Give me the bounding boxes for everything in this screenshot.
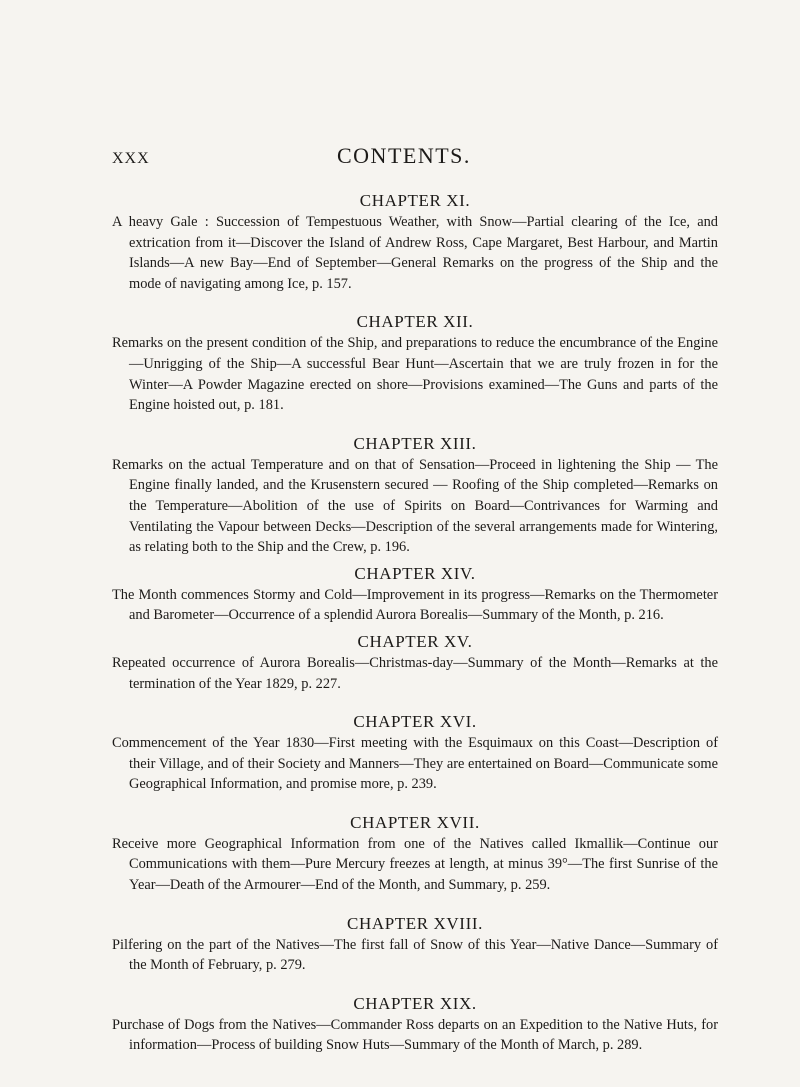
chapter-summary: Pilfering on the part of the Natives—The first fall of Snow of this Year—Native Dance—Summary of the Month of February, p. 279.	[112, 936, 718, 974]
page-number: XXX	[112, 150, 150, 167]
chapter-entry-12	[112, 312, 718, 415]
chapter-heading: CHAPTER XVIII.	[347, 913, 483, 933]
running-head	[112, 143, 712, 173]
chapter-summary: Purchase of Dogs from the Natives—Commander Ross departs on an Expedition to the Native Huts, for information—Process of building Snow Huts—Summary of the Month of March, p. 289.	[112, 1016, 718, 1054]
chapter-heading: CHAPTER XIV.	[354, 563, 476, 583]
chapter-entry-16	[112, 712, 718, 795]
chapter-entry-18	[112, 914, 718, 976]
chapter-heading: CHAPTER XVI.	[353, 712, 477, 732]
chapter-summary: The Month commences Stormy and Cold—Improvement in its progress—Remarks on the Thermometer and Barometer—Occurrence of a splendid Aurora Borealis—Summary of the Month, p. 216.	[112, 586, 718, 624]
chapter-summary: Receive more Geographical Information from one of the Natives called Ikmallik—Continue our Communications with them—Pure Mercury freezes at length, at minus 39°—The first Sunrise of the Year—Death of the Armourer—End of the Month, and Summary, p. 259.	[112, 835, 718, 894]
chapter-summary: Remarks on the present condition of the Ship, and preparations to reduce the encumbrance of the Engine—Unrigging of the Ship—A successful Bear Hunt—Ascertain that we are truly frozen in for the Winter—A Powder Magazine erected on shore—Provisions examined—The Guns and parts of the Engine hoisted out, p. 181.	[112, 335, 718, 414]
chapter-entry-17	[112, 813, 718, 896]
chapter-summary: Commencement of the Year 1830—First meeting with the Esquimaux on this Coast—Description of their Village, and of their Society and Manners—They are entertained on Board—Communicate some Geographical Information, and promise more, p. 239.	[112, 735, 718, 793]
chapter-heading: CHAPTER XIX.	[353, 993, 477, 1013]
chapter-heading: CHAPTER XII.	[356, 312, 474, 332]
contents-list	[112, 191, 718, 1056]
chapter-entry-15	[112, 632, 718, 694]
chapter-summary: Repeated occurrence of Aurora Borealis—Christmas-day—Summary of the Month—Remarks at the termination of the Year 1829, p. 227.	[112, 654, 718, 692]
chapter-heading: CHAPTER XVII.	[350, 812, 480, 832]
chapter-summary: A heavy Gale : Succession of Tempestuous Weather, with Snow—Partial clearing of the Ice, and extrication from it—Discover the Island of Andrew Ross, Cape Margaret, Best Harbour, and Martin Islands—A new Bay—End of September—General Remarks on the progress of the Ship and the mode of navigating among Ice, p. 157.	[112, 214, 718, 292]
chapter-heading: CHAPTER XV.	[357, 631, 473, 651]
chapter-summary: Remarks on the actual Temperature and on that of Sensation—Proceed in lightening the Ship — The Engine finally landed, and the Krusenstern secured — Roofing of the Ship completed—Remarks on the Temperature—Abolition of the use of Spirits on Board—Contrivances for Warming and Ventilating the Vapour between Decks—Description of the several arrangements made for Wintering, as relating both to the Ship and the Crew, p. 196.	[112, 456, 718, 556]
chapter-entry-13	[112, 434, 718, 558]
chapter-heading: CHAPTER XIII.	[353, 433, 477, 453]
chapter-entry-14	[112, 564, 718, 626]
chapter-entry-11	[112, 191, 718, 294]
chapter-entry-19	[112, 994, 718, 1056]
chapter-heading: CHAPTER XI.	[359, 191, 471, 210]
page-title: CONTENTS.	[337, 143, 471, 168]
